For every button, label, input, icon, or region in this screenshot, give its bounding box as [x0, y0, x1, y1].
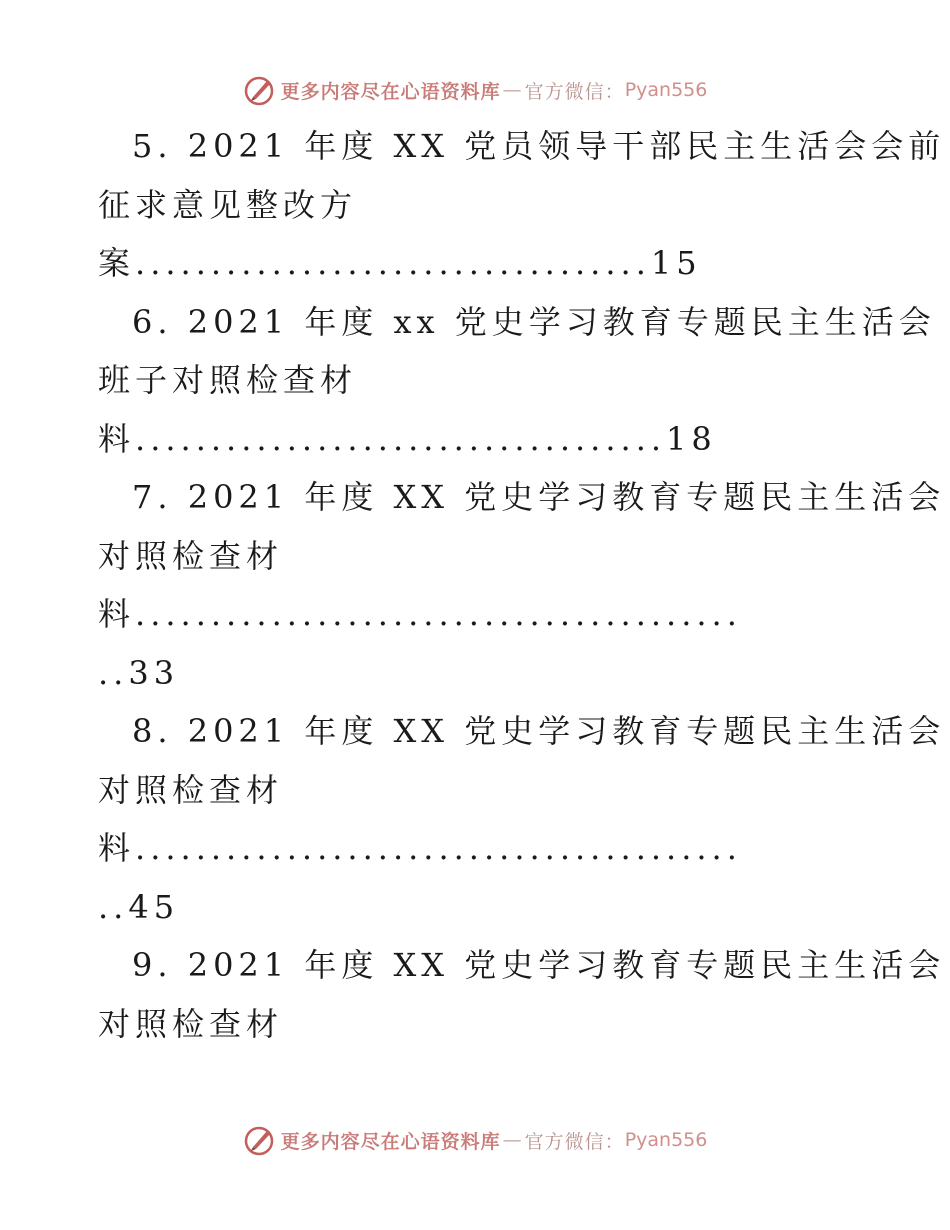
toc-entry-8-tail: 料	[98, 829, 136, 867]
toc-entry-5-dots: ..................................	[135, 244, 651, 282]
watermark-banner-bottom	[0, 1120, 950, 1160]
toc-entry-5-page: 15	[650, 244, 702, 282]
toc-entry-7-title-line1: 7. 2021 年度 XX 党史学习教育专题民主生活会	[132, 478, 946, 516]
quill-seal-icon	[243, 73, 277, 107]
toc-entry-7-leader	[98, 594, 742, 634]
toc-entry-7-page: 33	[128, 654, 180, 692]
toc-entry-9-title-line1: 9. 2021 年度 XX 党史学习教育专题民主生活会	[132, 946, 946, 984]
watermark-brand: 更多内容尽在心语资料库	[280, 80, 501, 103]
toc-entry-7-dots-cont: ..	[98, 654, 129, 692]
toc-entry-8-title-line2: 对照检查材	[98, 771, 284, 809]
watermark-separator: —	[502, 79, 523, 101]
toc-entry-9-title-line2: 对照检查材	[98, 1005, 284, 1043]
toc-entry-7-dots: ........................................	[135, 595, 742, 633]
toc-entry-6-tail: 料	[98, 420, 136, 458]
toc-entry-6-page: 18	[666, 420, 717, 458]
toc-entry-6-dots: ...................................	[135, 420, 667, 458]
toc-entry-6-title-line1: 6. 2021 年度 xx 党史学习教育专题民主生活会	[132, 303, 936, 341]
watermark-wechat-label: 官方微信：	[524, 1130, 625, 1153]
watermark-separator: —	[502, 1129, 523, 1151]
watermark-banner-top	[0, 70, 950, 110]
watermark-brand: 更多内容尽在心语资料库	[280, 1130, 501, 1153]
toc-entry-8-page: 45	[128, 888, 180, 926]
watermark-wechat-id: Pyan556	[624, 1129, 708, 1151]
toc-entry-7-page-line	[98, 653, 179, 693]
toc-entry-7-tail: 料	[98, 595, 136, 633]
toc-entry-8-dots: ........................................	[135, 829, 742, 867]
toc-entry-6-title-line2: 班子对照检查材	[98, 361, 358, 399]
toc-entry-7-title-line2: 对照检查材	[98, 537, 284, 575]
watermark-wechat-id: Pyan556	[624, 79, 708, 101]
toc-entry-8-page-line	[98, 887, 179, 927]
toc-entry-5-title-line2: 征求意见整改方	[98, 186, 358, 224]
quill-seal-icon	[243, 1123, 277, 1157]
toc-entry-8-leader	[98, 828, 742, 868]
watermark-wechat-label: 官方微信：	[524, 80, 625, 103]
toc-entry-8-title-line1: 8. 2021 年度 XX 党史学习教育专题民主生活会	[132, 712, 946, 750]
toc-entry-8-dots-cont: ..	[98, 888, 129, 926]
toc-entry-6-leader	[98, 419, 717, 459]
toc-entry-5-tail: 案	[98, 244, 136, 282]
toc-entry-5-leader	[98, 243, 702, 283]
toc-entry-5-title-line1: 5. 2021 年度 XX 党员领导干部民主生活会会前	[132, 127, 946, 165]
